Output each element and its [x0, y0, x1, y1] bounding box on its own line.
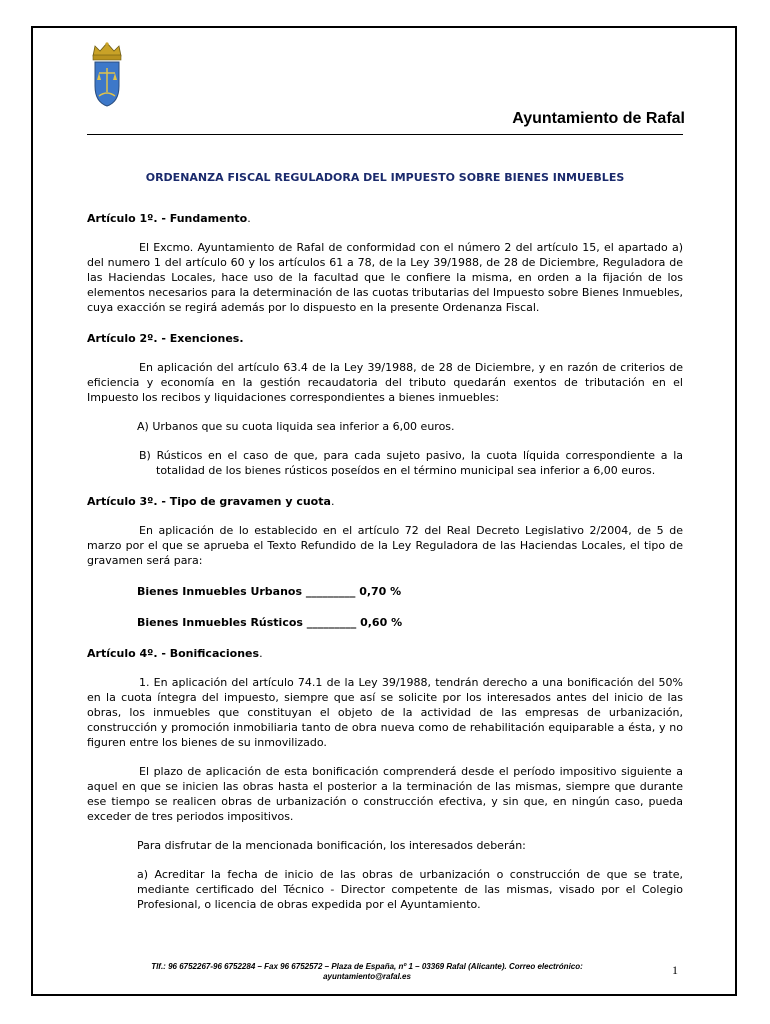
- ordinance-title: ORDENANZA FISCAL REGULADORA DEL IMPUESTO SOBRE BIENES INMUEBLES: [145, 171, 625, 184]
- article-4-paragraph-2: El plazo de aplicación de esta bonificación comprenderá desde el período impositivo siguiente a aquel en que se inicien las obras hasta el posterior a la terminación de las mismas, siempre que durante ese tiempo se realicen obras de urbanización o construcción efectiva, y sin que, en ningún caso, pueda exceder de tres periodos impositivos.: [87, 765, 683, 823]
- article-3-paragraph: En aplicación de lo establecido en el artículo 72 del Real Decreto Legislativo 2/2004, de 5 de marzo por el que se aprueba el Texto Refundido de la Ley Reguladora de las Haciendas Locales, el tipo de gravamen será para:: [87, 524, 683, 567]
- article-1-heading: Artículo 1º. - Fundamento.: [87, 212, 251, 225]
- footer-email: ayuntamiento@rafal.es: [323, 972, 411, 981]
- article-2-heading: Artículo 2º. - Exenciones.: [87, 332, 244, 345]
- article-4-item-a: a) Acreditar la fecha de inicio de las obras de urbanización o construcción de que se trate, mediante certificado del Técnico - Director competente de las mismas, visado por el Colegio Profesional, o licencia de obras expedida por el Ayuntamiento.: [137, 868, 683, 911]
- article-4-heading: Artículo 4º. - Bonificaciones.: [87, 647, 263, 660]
- article-3-heading: Artículo 3º. - Tipo de gravamen y cuota.: [87, 495, 335, 508]
- article-4-paragraph-3: Para disfrutar de la mencionada bonificación, los interesados deberán:: [137, 839, 526, 852]
- article-2-item-b: B) Rústicos en el caso de que, para cada sujeto pasivo, la cuota líquida correspondiente a la totalidad de los bienes rústicos poseídos en el término municipal sea inferior a 6,00 euros.: [139, 449, 683, 477]
- footer-contact: [87, 962, 647, 982]
- municipal-crest-icon: [89, 40, 125, 110]
- article-1-paragraph: El Excmo. Ayuntamiento de Rafal de conformidad con el número 2 del artículo 15, el apartado a) del numero 1 del artículo 60 y los artículos 61 a 78, de la Ley 39/1988, de 28 de Diciembre, Reguladora de las Haciendas Locales, hace uso de la facultad que le confiere la misma, en orden a la fijación de los elementos necesarios para la determinación de las cuotas tributarias del Impuesto sobre Bienes Inmuebles, cuya exacción se regirá además por lo dispuesto en la presente Ordenanza Fiscal.: [87, 241, 683, 314]
- rate-rustic: Bienes Inmuebles Rústicos _________ 0,60 %: [137, 616, 403, 629]
- town-title: Ayuntamiento de Rafal: [512, 110, 685, 127]
- footer-line-1: Tlf.: 96 6752267-96 6752284 – Fax 96 6752572 – Plaza de España, nº 1 – 03369 Rafal (Alicante). Correo electrónico:: [151, 962, 583, 971]
- page-number: 1: [672, 963, 678, 977]
- article-2-item-a: A) Urbanos que su cuota liquida sea inferior a 6,00 euros.: [137, 420, 455, 433]
- document-body: [87, 211, 683, 912]
- article-2-paragraph: En aplicación del artículo 63.4 de la Ley 39/1988, de 28 de Diciembre, y en razón de criterios de eficiencia y economía en la gestión recaudatoria del tributo quedarán exentos de tributación en el Impuesto los recibos y liquidaciones correspondientes a bienes inmuebles:: [87, 361, 683, 404]
- header-divider: [87, 134, 683, 135]
- rate-urban: Bienes Inmuebles Urbanos _________ 0,70 %: [137, 585, 402, 598]
- article-4-paragraph-1: 1. En aplicación del artículo 74.1 de la Ley 39/1988, tendrán derecho a una bonificación del 50% en la cuota íntegra del impuesto, siempre que así se solicite por los interesados antes del inicio de las obras, los inmuebles que constituyan el objeto de la actividad de las empresas de urbanización, construcción y promoción inmobiliaria tanto de obra nueva como de rehabilitación equiparable a ésta, y no figuren entre los bienes de su inmovilizado.: [87, 676, 683, 749]
